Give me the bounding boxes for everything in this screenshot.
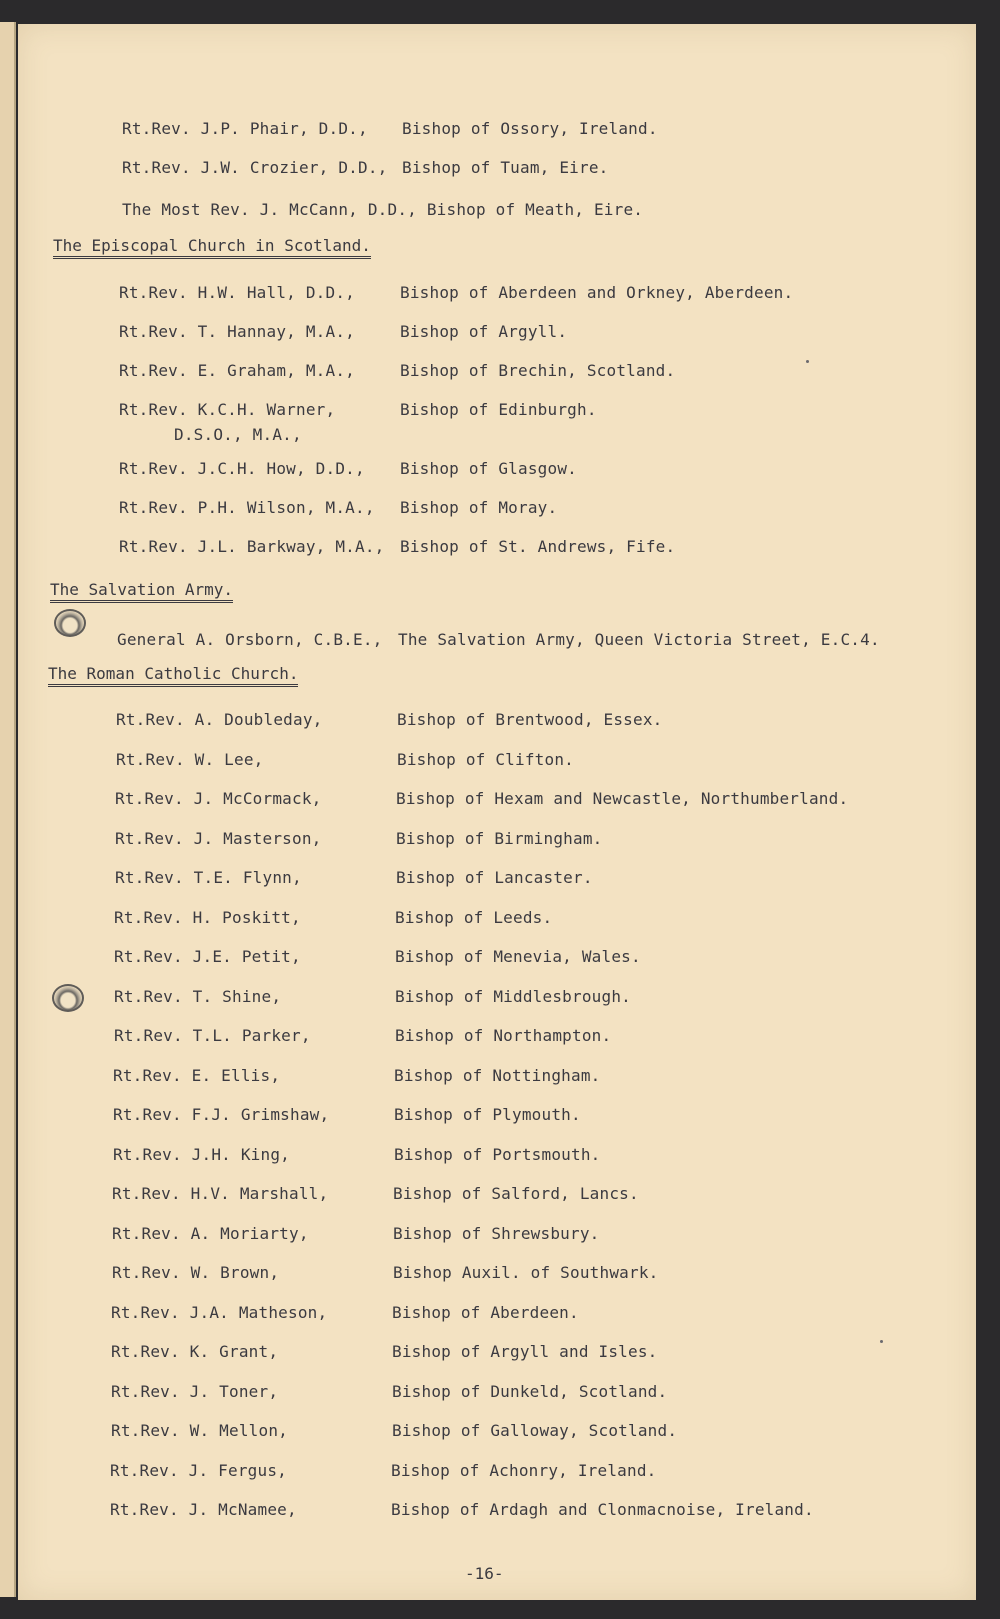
entry-name: Rt.Rev. T.L. Parker, xyxy=(114,1026,311,1045)
entry-name: Rt.Rev. W. Brown, xyxy=(112,1263,280,1282)
document-page xyxy=(18,24,976,1600)
entry-name: Rt.Rev. J. McNamee, xyxy=(110,1500,297,1519)
entry-name: The Most Rev. J. McCann, D.D., Bishop of Meath, Eire. xyxy=(122,200,644,219)
entry-title: Bishop of Hexam and Newcastle, Northumberland. xyxy=(396,789,849,808)
entry-title: Bishop of Leeds. xyxy=(395,907,553,927)
entry-title: Bishop of Northampton. xyxy=(395,1026,612,1045)
entry-title: Bishop of Tuam, Eire. xyxy=(402,158,609,177)
entry-name: Rt.Rev. H.W. Hall, D.D., xyxy=(119,283,355,302)
entry-name: General A. Orsborn, C.B.E., xyxy=(117,630,383,649)
entry-name: Rt.Rev. E. Ellis, xyxy=(113,1065,281,1085)
entry-title: Bishop of Clifton. xyxy=(397,749,574,769)
entry-name: Rt.Rev. W. Mellon, xyxy=(111,1421,288,1440)
entry-title: Bishop of Shrewsbury. xyxy=(393,1223,600,1243)
entry-name: Rt.Rev. E. Graham, M.A., xyxy=(119,361,355,380)
entry-name: Rt.Rev. T.E. Flynn, xyxy=(115,868,302,887)
entry-title: Bishop of Birmingham. xyxy=(396,828,603,848)
entry-name: Rt.Rev. J. McCormack, xyxy=(115,789,322,808)
entry-title: Bishop of Dunkeld, Scotland. xyxy=(392,1381,668,1401)
entry-title: Bishop Auxil. of Southwark. xyxy=(393,1263,659,1282)
entry-name: Rt.Rev. A. Moriarty, xyxy=(112,1223,309,1243)
entry-name: Rt.Rev. J.P. Phair, D.D., xyxy=(122,119,368,138)
entry-title: Bishop of Aberdeen and Orkney, Aberdeen. xyxy=(400,283,794,302)
previous-page-edge xyxy=(0,22,16,1597)
entry-name-continuation: D.S.O., M.A., xyxy=(174,425,302,444)
entry-name: Rt.Rev. K.C.H. Warner, xyxy=(119,400,336,419)
entry-title: Bishop of St. Andrews, Fife. xyxy=(400,537,676,556)
entry-name: Rt.Rev. J. Fergus, xyxy=(110,1460,287,1480)
entry-name: Rt.Rev. J. Toner, xyxy=(111,1381,279,1401)
entry-title: Bishop of Menevia, Wales. xyxy=(395,947,641,966)
entry-name: Rt.Rev. J.A. Matheson, xyxy=(111,1302,328,1322)
page-number: -16- xyxy=(465,1564,504,1583)
entry-title: Bishop of Ossory, Ireland. xyxy=(402,119,658,138)
entry-title: Bishop of Nottingham. xyxy=(394,1065,601,1085)
entry-title: Bishop of Brechin, Scotland. xyxy=(400,361,676,380)
entry-title: Bishop of Middlesbrough. xyxy=(395,986,631,1006)
entry-name: Rt.Rev. J.L. Barkway, M.A., xyxy=(119,537,385,556)
entry-name: Rt.Rev. H.V. Marshall, xyxy=(112,1184,329,1203)
entry-title: Bishop of Argyll and Isles. xyxy=(392,1342,658,1361)
entry-name: Rt.Rev. J.W. Crozier, D.D., xyxy=(122,158,388,177)
entry-title: Bishop of Salford, Lancs. xyxy=(393,1184,639,1203)
entry-title: Bishop of Portsmouth. xyxy=(394,1144,601,1164)
entry-title: Bishop of Brentwood, Essex. xyxy=(397,710,663,729)
binder-hole xyxy=(52,984,84,1012)
entry-title: Bishop of Plymouth. xyxy=(394,1105,581,1124)
entry-title: Bishop of Moray. xyxy=(400,498,558,517)
entry-title: Bishop of Ardagh and Clonmacnoise, Ireland. xyxy=(391,1500,814,1519)
entry-name: Rt.Rev. T. Shine, xyxy=(114,986,282,1006)
paper-speck xyxy=(880,1340,883,1343)
entry-title: The Salvation Army, Queen Victoria Street, E.C.4. xyxy=(398,630,880,649)
entry-name: Rt.Rev. T. Hannay, M.A., xyxy=(119,322,355,341)
entry-title: Bishop of Glasgow. xyxy=(400,459,577,478)
entry-name: Rt.Rev. W. Lee, xyxy=(116,749,264,769)
section-heading-salvation: The Salvation Army. xyxy=(50,580,233,603)
entry-name: Rt.Rev. J.E. Petit, xyxy=(114,947,301,966)
entry-name: Rt.Rev. J.H. King, xyxy=(113,1144,290,1164)
entry-title: Bishop of Aberdeen. xyxy=(392,1302,579,1322)
binder-hole xyxy=(54,609,86,637)
section-heading-roman: The Roman Catholic Church. xyxy=(48,664,298,687)
entry-title: Bishop of Argyll. xyxy=(400,322,568,341)
section-heading-episcopal: The Episcopal Church in Scotland. xyxy=(53,236,371,259)
entry-name: Rt.Rev. A. Doubleday, xyxy=(116,710,323,729)
paper-speck xyxy=(806,360,809,363)
entry-name: Rt.Rev. K. Grant, xyxy=(111,1342,279,1361)
entry-title: Bishop of Lancaster. xyxy=(396,868,593,887)
entry-name: Rt.Rev. J. Masterson, xyxy=(115,828,322,848)
entry-name: Rt.Rev. J.C.H. How, D.D., xyxy=(119,459,365,478)
entry-name: Rt.Rev. F.J. Grimshaw, xyxy=(113,1105,330,1124)
entry-title: Bishop of Galloway, Scotland. xyxy=(392,1421,678,1440)
entry-name: Rt.Rev. H. Poskitt, xyxy=(114,907,301,927)
entry-title: Bishop of Edinburgh. xyxy=(400,400,597,419)
entry-title: Bishop of Achonry, Ireland. xyxy=(391,1460,657,1480)
entry-name: Rt.Rev. P.H. Wilson, M.A., xyxy=(119,498,375,517)
